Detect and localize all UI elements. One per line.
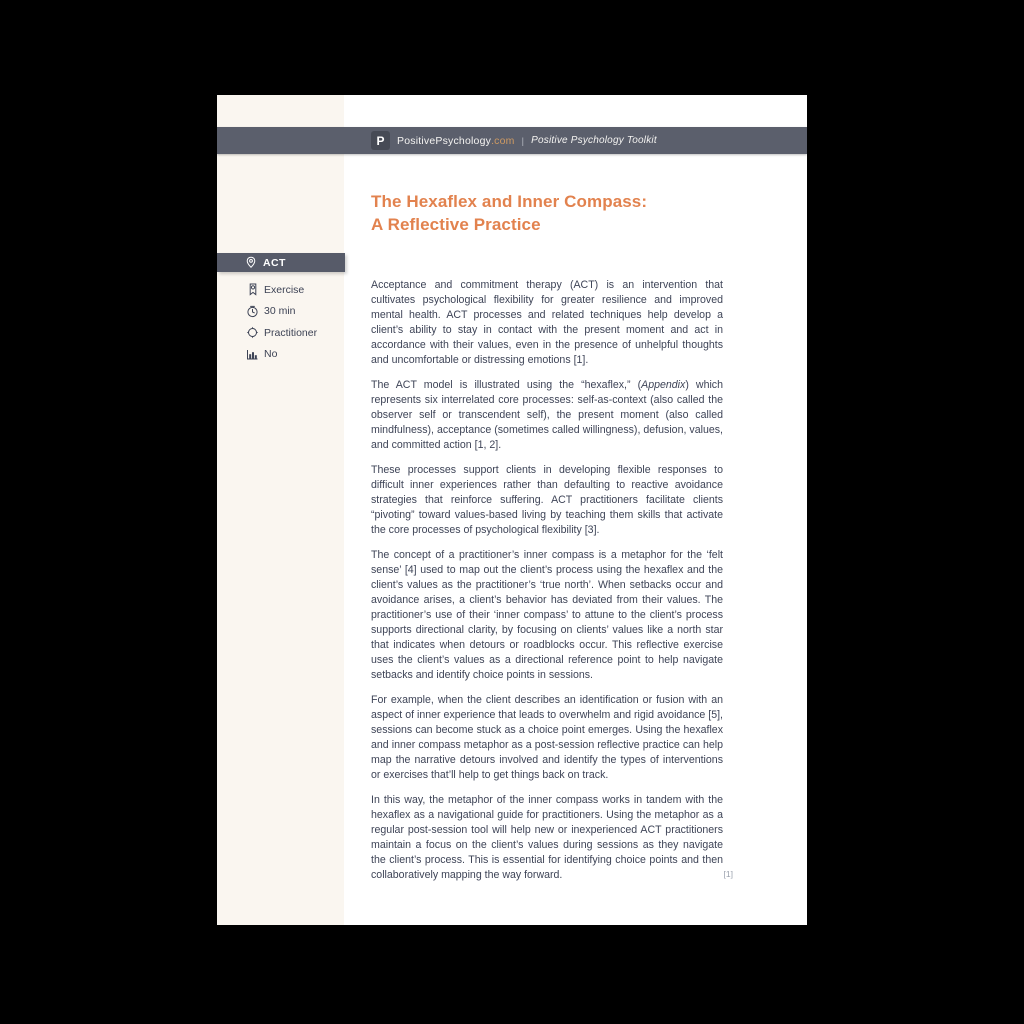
location-pin-icon — [245, 256, 257, 269]
paragraph-6: In this way, the metaphor of the inner compass works in tandem with the hexaflex as a navigational guide for practitioners. Using the metaphor as a regular post-session tool will help new or inexperienced ACT practitioners maintain a focus on the client’s values during sessions as they navigate the client’s process. This is essential for identifying choice points and then collaboratively mapping the way forward. — [371, 794, 723, 881]
page-title-line2: A Reflective Practice — [371, 215, 541, 234]
paragraph-5: For example, when the client describes an identification or fusion with an aspect of inner experience that leads to overwhelm and rigid avoidance [5], sessions can become stuck as a choice point emerges. Using the hexaflex and inner compass metaphor as a post-session reflective practice can help map the narrative detours involved and identify the types of interventions or exercises that’ll help to get things back on track. — [371, 694, 723, 781]
paragraph-1: Acceptance and commitment therapy (ACT) is an intervention that cultivates psychological flexibility for greater resilience and improved mental health. ACT processes and related techniques help develop a client’s ability to stay in contact with the present moment and act in accordance with their values, even in the presence of unhelpful thoughts and uncomfortable or distressing emotions [1]. — [371, 279, 723, 366]
sidebar-item-label: No — [264, 348, 278, 361]
logo-letter: P — [376, 133, 385, 148]
brand-name: PositivePsychology — [397, 134, 492, 147]
sidebar-item-exercise — [217, 279, 344, 301]
paragraph-4: The concept of a practitioner’s inner compass is a metaphor for the ‘felt sense’ [4] used to map out the client’s process using the hexaflex and the client’s values as the practitioner’s ‘true north’. When setbacks occur and avoidance arises, a client’s behavior has deviated from their values. The practitioner’s use of their ‘inner compass’ to attune to the client’s process supports directional clarity, by focusing on clients’ values like a north star that indicates when detours or roadblocks occur. This reflective exercise uses the client’s values as a directional reference point to help navigate setbacks and identify choice points in sessions. — [371, 549, 723, 681]
paragraph-2-italic: Appendix — [641, 379, 686, 391]
sidebar-meta-list — [217, 279, 344, 365]
left-sidebar-column — [217, 95, 344, 925]
award-ribbon-icon — [246, 283, 259, 296]
sidebar-item-label: Practitioner — [264, 326, 318, 339]
paragraph-3: These processes support clients in developing flexible responses to difficult inner experiences rather than defaulting to reactive avoidance strategies that reinforce suffering. ACT practitioners facilitate clients “pivoting” toward values-based living by teaching them skills that activate the core processes of psychological flexibility [3]. — [371, 464, 723, 536]
clock-icon — [246, 305, 259, 318]
sidebar-item-chart — [217, 344, 344, 366]
positive-psychology-logo — [371, 131, 390, 150]
toolkit-label: Positive Psychology Toolkit — [531, 135, 657, 146]
header-bar — [217, 127, 807, 154]
document-page — [217, 95, 807, 925]
paragraph-2 — [371, 378, 723, 453]
sidebar-category-label: ACT — [263, 256, 286, 269]
sidebar-item-label: Exercise — [264, 283, 305, 296]
page-title — [371, 190, 791, 236]
bar-chart-icon — [246, 348, 259, 361]
sidebar-item-duration — [217, 301, 344, 323]
compass-icon — [246, 326, 259, 339]
brand-lockup — [397, 127, 657, 154]
page-number: [1] — [723, 869, 733, 879]
sidebar-item-audience — [217, 322, 344, 344]
header-separator: | — [521, 135, 525, 146]
paragraph-2-post: ) which represents six interrelated core processes: self-as-context (also called the observer self or transcendent self), the present moment (also called mindfulness), acceptance (sometimes called willingness), defusion, values, and committed action [1, 2]. — [371, 379, 723, 451]
document-body — [371, 278, 723, 893]
page-title-line1: The Hexaflex and Inner Compass: — [371, 192, 648, 211]
brand-tld: .com — [491, 134, 515, 147]
sidebar-item-label: 30 min — [264, 305, 296, 318]
sidebar-category-act — [217, 253, 345, 272]
paragraph-2-pre: The ACT model is illustrated using the “hexaflex,” ( — [371, 379, 642, 391]
